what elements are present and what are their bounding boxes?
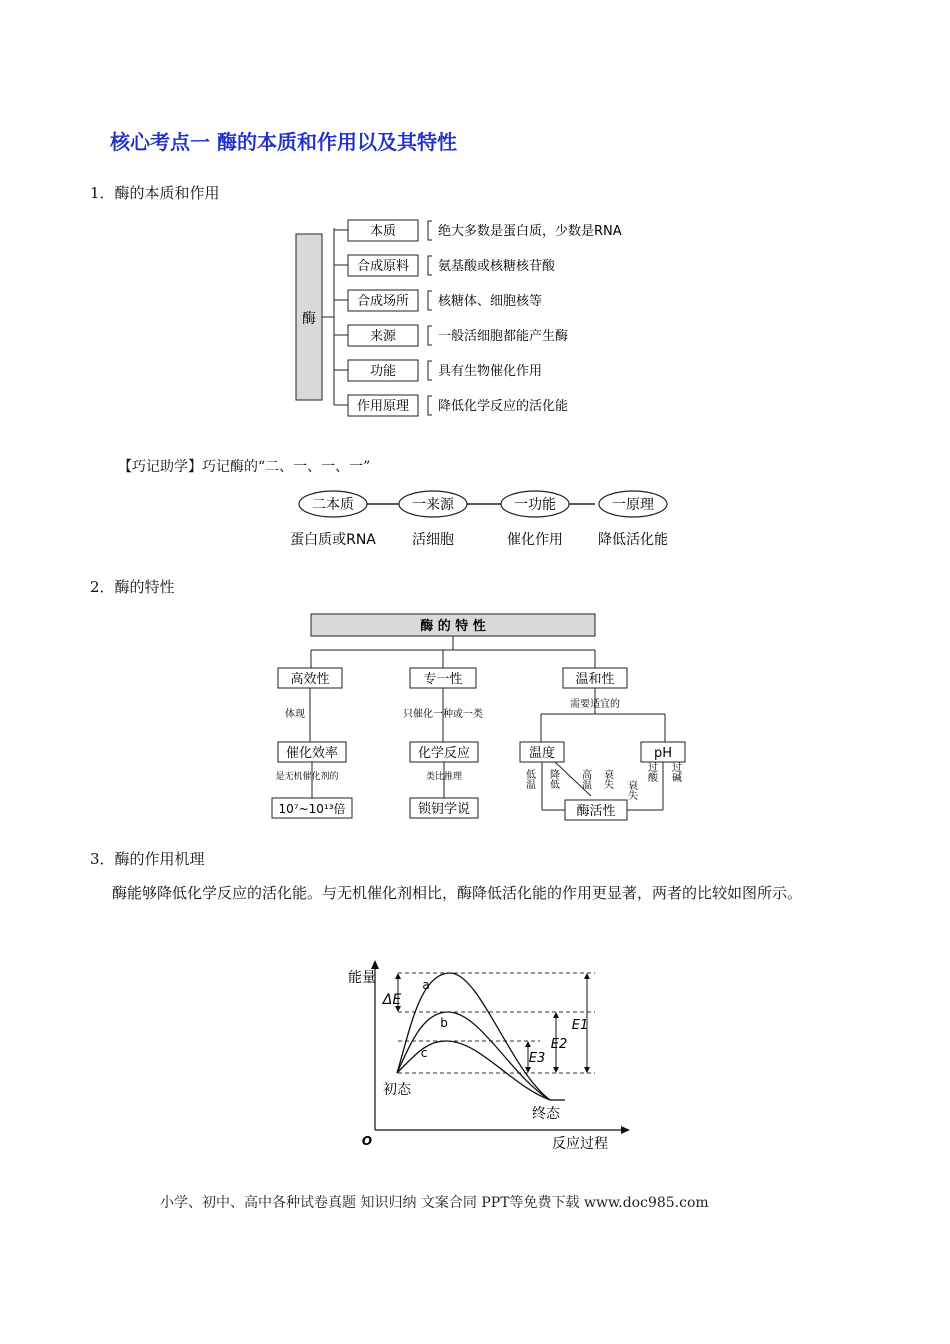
ph-loss: 衰失: [625, 780, 637, 800]
mnemonic-item-text: 活细胞: [412, 532, 454, 548]
y-label: 能量: [348, 970, 376, 986]
nature-row-desc: 氨基酸或核糖核苷酸: [438, 259, 556, 274]
section-heading-3: 3．酶的作用机理: [90, 850, 205, 868]
nature-row-label: 本质: [369, 224, 397, 239]
footer-text: 小学、初中、高中各种试卷真题 知识归纳 文案合同 PPT等免费下载 www.doc985.com: [160, 1195, 709, 1211]
delta-e-label: ΔE: [382, 992, 402, 1008]
mnemonic-item-text: 催化作用: [507, 532, 563, 548]
curve-b-label: b: [440, 1016, 448, 1030]
efficiency-compare: 是无机催化剂的: [275, 772, 339, 782]
efficiency-link: 体现: [285, 709, 305, 720]
mnemonic-item-text: 降低活化能: [598, 532, 668, 548]
specificity-label: 专一性: [423, 672, 463, 687]
magnitude-label: 10⁷~10¹³倍: [278, 802, 346, 816]
ph-over-2: 过碱: [669, 762, 681, 782]
properties-header: 酶 的 特 性: [420, 619, 486, 634]
nature-row-desc: 核糖体、细胞核等: [438, 294, 543, 309]
mnemonic-diagram: [285, 486, 685, 556]
mechanism-paragraph: 酶能够降低化学反应的活化能。与无机催化剂相比，酶降低活化能的作用更显著，两者的比较如图所示。: [112, 884, 803, 902]
mnemonic-oval-label: 二本质: [312, 497, 354, 513]
lock-key-label: 锁钥学说: [417, 802, 471, 817]
catalytic-efficiency-label: 催化效率: [285, 746, 339, 761]
e3-label: E3: [528, 1051, 546, 1066]
nature-row-desc: 绝大多数是蛋白质，少数是RNA: [438, 224, 622, 239]
mildness-label: 温和性: [575, 672, 615, 687]
enzyme-nature-diagram: [290, 210, 670, 420]
y-axis-arrow: [371, 960, 379, 969]
section-heading-1: 1．酶的本质和作用: [90, 184, 220, 202]
nature-row-label: 合成场所: [356, 294, 410, 309]
nature-row-desc: 降低化学反应的活化能: [438, 399, 569, 414]
mnemonic-oval-label: 一来源: [412, 497, 454, 513]
curve-c-label: c: [420, 1046, 428, 1060]
enzyme-properties-diagram: [265, 610, 705, 825]
mnemonic-caption: 【巧记助学】巧记酶的“二、一、一、一”: [118, 459, 371, 475]
nature-row-desc: 一般活细胞都能产生酶: [438, 329, 569, 344]
analogy-link: 类比推理: [425, 772, 463, 782]
high-temp-1: 高温: [579, 769, 591, 789]
e1-label: E1: [571, 1018, 589, 1033]
enzyme-activity-label: 酶活性: [576, 804, 616, 819]
nature-row-desc: 具有生物催化作用: [438, 364, 543, 379]
mildness-link: 需要适宜的: [570, 699, 620, 710]
high-temp-2: 衰失: [601, 769, 613, 789]
nature-row-label: 合成原料: [356, 259, 410, 274]
mnemonic-oval-label: 一功能: [514, 497, 556, 513]
x-label: 反应过程: [552, 1136, 608, 1152]
nature-row-label: 功能: [369, 364, 397, 379]
low-temp-1: 低温: [523, 769, 535, 789]
nature-row-label: 来源: [369, 329, 397, 344]
origin-label: O: [361, 1134, 373, 1148]
ph-over-1: 过酸: [645, 762, 657, 782]
mnemonic-oval-label: 一原理: [612, 497, 654, 513]
curve-a-label: a: [422, 978, 430, 992]
end-label: 终态: [532, 1106, 560, 1122]
section-heading-2: 2．酶的特性: [90, 578, 175, 596]
activation-energy-chart: [340, 960, 640, 1155]
low-temp-2: 降低: [547, 769, 559, 789]
e2-label: E2: [550, 1037, 568, 1052]
temperature-label: 温度: [528, 746, 556, 761]
efficiency-label: 高效性: [290, 672, 330, 687]
x-axis-arrow: [621, 1126, 630, 1134]
nature-row-label: 作用原理: [356, 399, 410, 414]
page-title: 核心考点一 酶的本质和作用以及其特性: [110, 130, 457, 154]
mnemonic-item-text: 蛋白质或RNA: [290, 532, 376, 548]
root-label: 酶: [302, 311, 316, 327]
chemical-reaction-label: 化学反应: [417, 746, 471, 761]
specificity-link: 只催化一种或一类: [403, 709, 483, 720]
start-label: 初态: [383, 1082, 411, 1098]
ph-label: pH: [653, 746, 673, 761]
